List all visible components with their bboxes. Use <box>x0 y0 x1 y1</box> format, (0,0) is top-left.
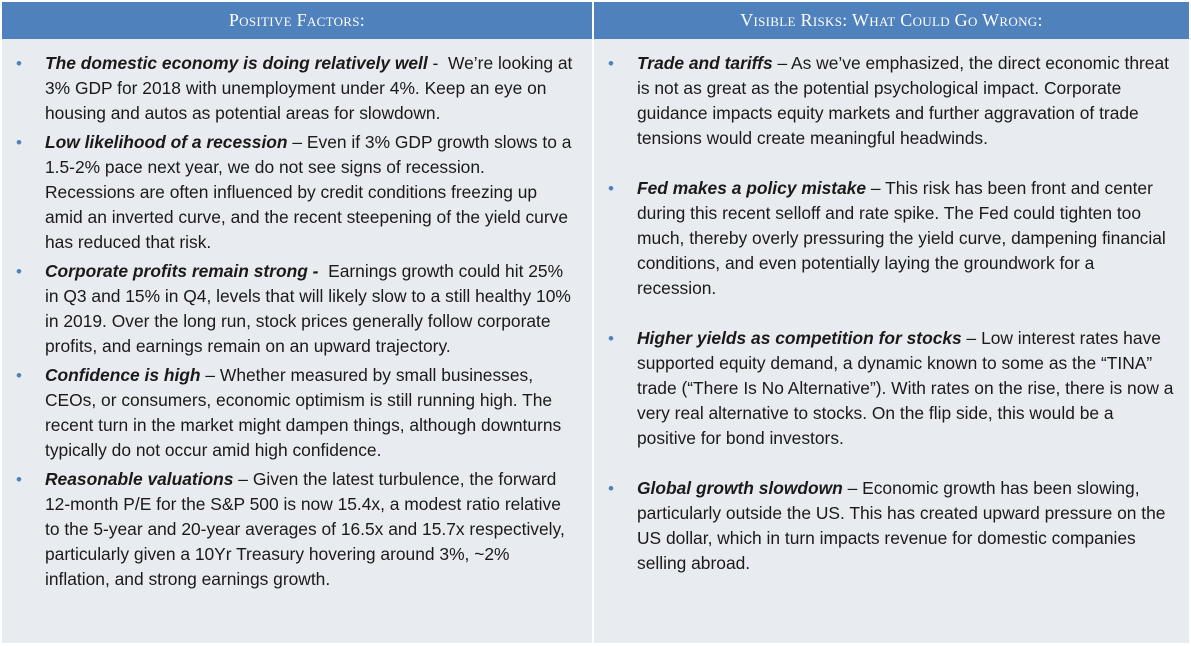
positive-factors-cell <box>2 39 594 643</box>
list-item <box>594 176 1189 301</box>
list-item <box>2 363 592 463</box>
visible-risks-list <box>594 51 1189 601</box>
item-lead: Fed makes a policy mistake <box>637 178 867 198</box>
list-item <box>2 467 592 592</box>
bullet-icon: • <box>16 366 22 385</box>
bullet-icon: • <box>608 179 614 198</box>
bullet-icon: • <box>16 54 22 73</box>
item-separator: – <box>200 365 220 385</box>
item-separator: - <box>427 53 449 73</box>
bullet-icon: • <box>16 133 22 152</box>
item-lead: Higher yields as competition for stocks <box>637 328 962 348</box>
bullet-icon: • <box>608 54 614 73</box>
item-text: We’re looking at 3% GDP for 2018 with unemployment under 4%. Keep an eye on housing and autos as potential areas for slowdown. <box>45 53 573 123</box>
visible-risks-header: Visible Risks: What Could Go Wrong: <box>594 2 1189 39</box>
list-item <box>594 51 1189 151</box>
bullet-icon: • <box>608 329 614 348</box>
item-lead: The domestic economy is doing relatively well <box>45 53 428 73</box>
item-separator: – <box>842 478 863 498</box>
list-item <box>2 51 592 126</box>
item-lead: Corporate profits remain strong - <box>45 261 319 281</box>
item-text: Given the latest turbulence, the forward 12-month P/E for the S&P 500 is now 15.4x, a modest ratio relative to the 5-year and 20-year averages of 16.5x and 15.7x respectively, particularly given a 10Yr Treasury hovering around 3%, ~2% inflation, and strong earnings growth. <box>45 469 565 589</box>
item-text: As we’ve emphasized, the direct economic threat is not as great as the potential psychological impact. Corporate guidance impacts equity markets and further aggravation of trade tensions would create meaningful headwinds. <box>637 53 1169 148</box>
item-separator: – <box>233 469 253 489</box>
item-lead: Confidence is high <box>45 365 201 385</box>
item-text: This risk has been front and center during this recent selloff and rate spike. The Fed could tighten too much, thereby overly pressuring the yield curve, dampening financial conditions, and even potentially laying the groundwork for a recession. <box>637 178 1166 298</box>
item-lead: Trade and tariffs <box>637 53 773 73</box>
item-text: Whether measured by small businesses, CEOs, or consumers, economic optimism is still running high. The recent turn in the market might dampen things, although downturns typically do not occur amid high confidence. <box>45 365 562 460</box>
bullet-icon: • <box>16 262 22 281</box>
factors-table <box>2 2 1189 643</box>
positive-factors-header: Positive Factors: <box>2 2 594 39</box>
item-lead: Reasonable valuations <box>45 469 234 489</box>
item-separator: – <box>772 53 792 73</box>
item-lead: Global growth slowdown <box>637 478 843 498</box>
item-text: Economic growth has been slowing, particularly outside the US. This has created upward pressure on the US dollar, which in turn impacts revenue for domestic companies selling abroad. <box>637 478 1166 573</box>
positive-factors-list <box>2 51 592 596</box>
item-separator: – <box>961 328 982 348</box>
bullet-icon: • <box>608 479 614 498</box>
list-item <box>594 326 1189 451</box>
item-text: Earnings growth could hit 25% in Q3 and 15% in Q4, levels that will likely slow to a still healthy 10% in 2019. Over the long run, stock prices generally follow corporate profits, and earnings remain on an upward trajectory. <box>45 261 571 356</box>
bullet-icon: • <box>16 470 22 489</box>
item-text: Even if 3% GDP growth slows to a 1.5-2% pace next year, we do not see signs of recession. Recessions are often influenced by credit conditions freezing up amid an inverted curve, and the recent steepening of the yield curve has reduced that risk. <box>45 132 572 252</box>
list-item <box>2 259 592 359</box>
item-text: Low interest rates have supported equity demand, a dynamic known to some as the “TINA” trade (“There Is No Alternative”). With rates on the rise, there is now a very real alternative to stocks. On the flip side, this would be a positive for bond investors. <box>637 328 1174 448</box>
visible-risks-cell <box>594 39 1189 643</box>
item-separator <box>318 261 328 281</box>
item-separator: – <box>287 132 307 152</box>
list-item <box>594 476 1189 576</box>
list-item <box>2 130 592 255</box>
item-separator: – <box>866 178 886 198</box>
item-lead: Low likelihood of a recession <box>45 132 288 152</box>
